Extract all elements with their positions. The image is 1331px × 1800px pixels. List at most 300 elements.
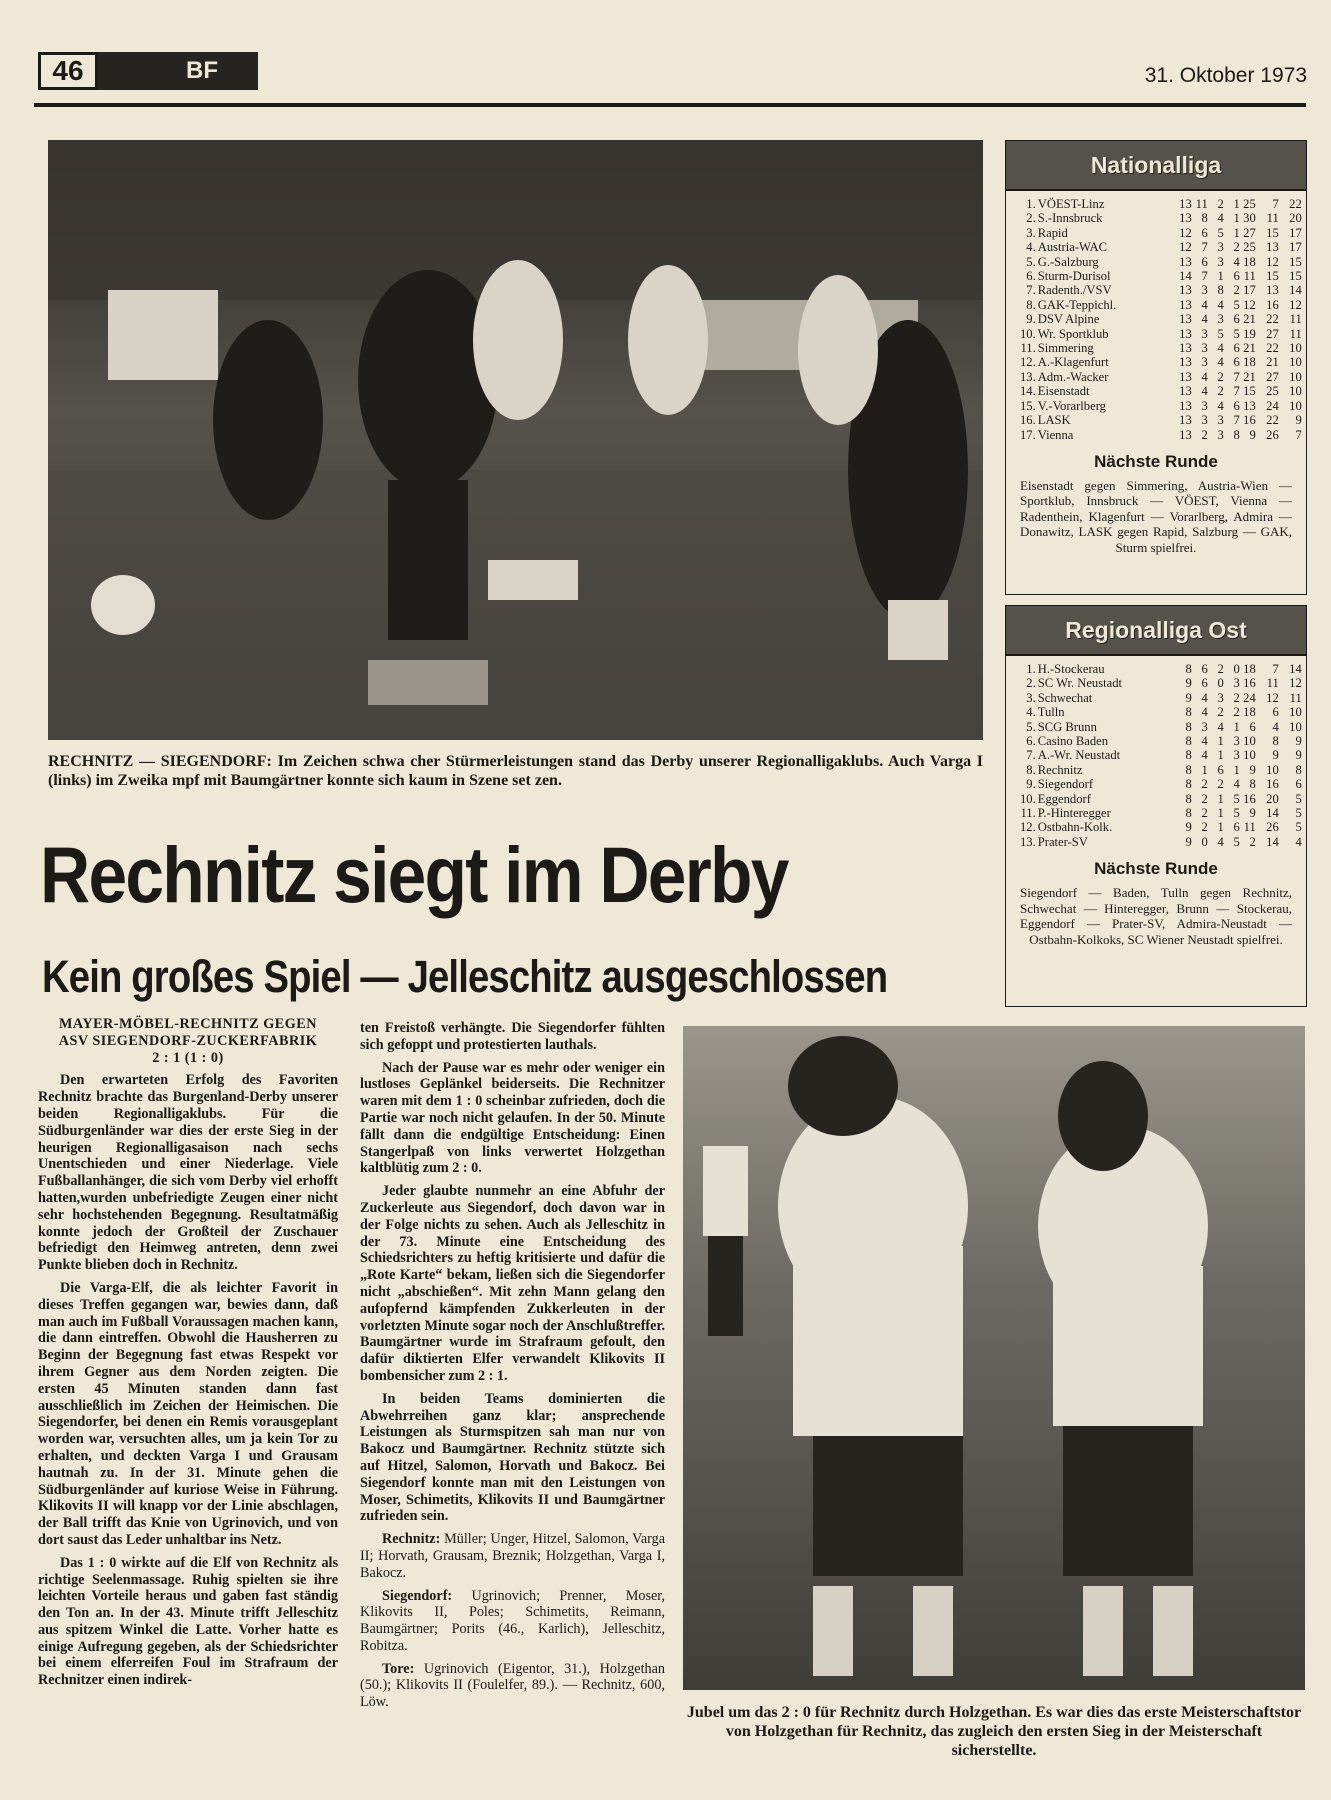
standings-row xyxy=(1020,298,1302,312)
standings-cell: 0 xyxy=(1201,834,1208,849)
nationalliga-next-title: Nächste Runde xyxy=(1094,451,1218,471)
goals-label: Tore: xyxy=(382,1660,415,1677)
regionalliga-standings xyxy=(1005,605,1307,1007)
standings-cell: 13. xyxy=(1020,369,1036,384)
standings-cell: 6 xyxy=(1217,762,1224,777)
standings-cell: 5 xyxy=(1233,791,1240,806)
standings-cell: 13 xyxy=(1179,197,1192,211)
standings-cell: 10 xyxy=(1289,355,1302,370)
standings-cell: 4. xyxy=(1026,705,1036,720)
standings-cell: 9 xyxy=(1249,427,1256,442)
standings-cell: 9 xyxy=(1295,748,1302,763)
standings-cell: 8 xyxy=(1185,762,1192,777)
team-name: Ostbahn-Kolk. xyxy=(1037,820,1113,835)
standings-cell: 21 xyxy=(1243,312,1256,327)
standings-cell: 4 xyxy=(1201,690,1208,705)
standings-cell: 6. xyxy=(1026,734,1036,749)
regionalliga-next-title: Nächste Runde xyxy=(1094,859,1218,879)
standings-cell: 15 xyxy=(1266,225,1279,240)
team-name: Vienna xyxy=(1037,427,1074,442)
team-name: SC Wr. Neustadt xyxy=(1037,676,1123,691)
standings-cell: 8 xyxy=(1185,748,1192,763)
team-name: Siegendorf xyxy=(1037,777,1094,792)
standings-cell: 5 xyxy=(1233,297,1240,312)
lineup-label: Siegendorf: xyxy=(382,1587,453,1604)
standings-cell: 12 xyxy=(1243,297,1256,312)
subheadline: Kein großes Spiel — Jelleschitz ausgeschlossen xyxy=(42,951,888,1002)
standings-cell: 19 xyxy=(1243,326,1256,341)
article-paragraph: Nach der Pause war es mehr oder weniger ein lustloses Geplänkel beiderseits. Die Rechnitzer waren mit dem 1 : 0 scheinbar zufrieden, doch die Partie war noch nicht gelaufen. In der 50. Minute fällt dann die endgültige Entscheidung: Einen Stangerlpaß von links verwertet Holzgethan kaltblütig zum 2 : 0. xyxy=(360,1059,665,1177)
lineup-rechnitz xyxy=(360,1531,665,1581)
standings-cell: 4 xyxy=(1217,719,1224,734)
standings-cell: 2. xyxy=(1026,211,1036,226)
article-paragraph: In beiden Teams dominierten die Abwehrreihen ganz klar; ansprechende Leistungen als Sturmspitzen sah man nur von Bakocz und Baumgärtner. Rechnitz stützte sich auf Hitzel, Salomon, Horvath und Bakocz. Bei Siegendorf konnte man mit den Leistungen von Moser, Schimetits, Klikovits II und Baumgärtner zufrieden sein. xyxy=(360,1390,665,1525)
standings-cell: 4 xyxy=(1217,834,1224,849)
standings-cell: 13 xyxy=(1179,398,1192,413)
standings-cell: 16 xyxy=(1266,777,1279,792)
standings-cell: 10 xyxy=(1289,719,1302,734)
standings-cell: 0 xyxy=(1217,676,1224,691)
standings-cell: 26 xyxy=(1266,820,1279,835)
standings-cell: 22 xyxy=(1266,312,1279,327)
standings-cell: 8 xyxy=(1233,427,1240,442)
standings-cell: 15. xyxy=(1020,398,1036,413)
standings-cell: 13 xyxy=(1266,240,1279,255)
standings-cell: 6 xyxy=(1249,719,1256,734)
standings-cell: 3 xyxy=(1217,427,1224,442)
lineup-siegendorf xyxy=(360,1588,665,1655)
standings-cell: 11 xyxy=(1289,690,1302,705)
standings-cell: 3 xyxy=(1217,254,1224,269)
lineup-label: Rechnitz: xyxy=(382,1531,441,1548)
standings-cell: 21 xyxy=(1266,355,1279,370)
standings-cell: 27 xyxy=(1266,369,1279,384)
standings-cell: 13 xyxy=(1179,283,1192,298)
nationalliga-table xyxy=(1020,197,1302,442)
match-score: 2 : 1 (1 : 0) xyxy=(152,1049,224,1066)
team-name: Simmering xyxy=(1037,341,1094,356)
standings-cell: 4 xyxy=(1217,341,1224,356)
team-name: Casino Baden xyxy=(1037,734,1109,749)
standings-cell: 8 xyxy=(1185,734,1192,749)
standings-cell: 4 xyxy=(1217,211,1224,226)
standings-cell: 8 xyxy=(1185,662,1192,676)
standings-cell: 24 xyxy=(1243,690,1256,705)
standings-cell: 17 xyxy=(1289,240,1302,255)
standings-cell: 6 xyxy=(1233,355,1240,370)
standings-cell: 22 xyxy=(1289,197,1302,211)
standings-row xyxy=(1020,413,1302,427)
standings-cell: 6 xyxy=(1201,676,1208,691)
standings-cell: 1 xyxy=(1233,211,1240,226)
goals-info xyxy=(360,1661,665,1711)
standings-cell: 1 xyxy=(1233,719,1240,734)
team-name: Radenth./VSV xyxy=(1037,283,1112,298)
team-name: DSV Alpine xyxy=(1037,312,1100,327)
standings-cell: 6 xyxy=(1233,398,1240,413)
article-paragraph: Die Varga-Elf, die als leichter Favorit in dieses Treffen gegangen war, bewies dann, daß man auch im Fußball Voraussagen machen kann, die dann eintreffen. Obwohl die Hausherren zu Beginn der Begegnung fast etwas Respekt vor ihrem Gegner aus dem Norden zeigten. Die ersten 45 Minuten standen dann fast ausschließlich im Zeichen der Heimischen. Die Siegendorfer, bei denen ein Remis vorausgeplant worden war, versuchten alles, um ja kein Tor zu erhalten, und deckten Varga I und Grausam hautnah zu. In der 31. Minute gehen die Südburgenländer auf kuriose Weise in Führung. Klikovits II will knapp vor der Linie abschlagen, der Ball trifft das Knie von Ugrinovich, und von dort saust das Leder unhaltbar ins Netz. xyxy=(38,1279,338,1548)
team-name: Adm.-Wacker xyxy=(1037,369,1109,384)
standings-cell: 3 xyxy=(1233,734,1240,749)
standings-cell: 5 xyxy=(1233,806,1240,821)
standings-cell: 13 xyxy=(1179,355,1192,370)
standings-cell: 5 xyxy=(1217,225,1224,240)
standings-cell: 8 xyxy=(1201,211,1208,226)
standings-cell: 12. xyxy=(1020,820,1036,835)
standings-cell: 1. xyxy=(1026,197,1036,211)
standings-cell: 4 xyxy=(1217,297,1224,312)
issue-date: 31. Oktober 1973 xyxy=(1144,64,1307,87)
standings-cell: 13 xyxy=(1179,312,1192,327)
standings-cell: 12. xyxy=(1020,355,1036,370)
standings-cell: 4 xyxy=(1233,254,1240,269)
standings-cell: 14 xyxy=(1289,283,1302,298)
standings-cell: 3 xyxy=(1217,312,1224,327)
standings-cell: 13 xyxy=(1266,283,1279,298)
standings-cell: 2 xyxy=(1217,369,1224,384)
standings-cell: 5 xyxy=(1295,820,1302,835)
article-paragraph: Den erwarteten Erfolg des Favoriten Rechnitz brachte das Burgenland-Derby unserer beiden Regionalligaklubs. Für die Südburgenländer war dies der erste Sieg in der heurigen Regionalligasaison nach sechs Unentschieden und einer Niederlage. Viele Fußballanhänger, die sich vom Derby viel erhofft hatten,wurden unbefriedigte Zeugen einer nicht sehr hochstehenden Begegnung. Resultatmäßig konnte jedoch der Großteil der Zuschauer befriedigt den Heimweg antreten, denn zwei Punkte blieben doch in Rechnitz. xyxy=(38,1072,338,1274)
standings-cell: 1 xyxy=(1217,734,1224,749)
standings-row xyxy=(1020,370,1302,384)
standings-cell: 12 xyxy=(1266,254,1279,269)
match-photo-derby xyxy=(48,140,983,740)
standings-cell: 4 xyxy=(1201,384,1208,399)
standings-cell: 12 xyxy=(1179,240,1192,255)
team-name: H.-Stockerau xyxy=(1037,662,1105,676)
standings-row xyxy=(1020,269,1302,283)
standings-cell: 15 xyxy=(1289,254,1302,269)
standings-cell: 8 xyxy=(1249,777,1256,792)
standings-row xyxy=(1020,792,1302,806)
standings-cell: 10 xyxy=(1289,398,1302,413)
standings-cell: 4 xyxy=(1201,312,1208,327)
standings-row xyxy=(1020,835,1302,849)
standings-cell: 6 xyxy=(1233,341,1240,356)
standings-cell: 2 xyxy=(1233,283,1240,298)
regionalliga-table xyxy=(1020,662,1302,849)
standings-row xyxy=(1020,240,1302,254)
standings-cell: 8. xyxy=(1026,762,1036,777)
team-name: Eisenstadt xyxy=(1037,384,1090,399)
standings-cell: 10. xyxy=(1020,791,1036,806)
standings-cell: 9 xyxy=(1249,762,1256,777)
standings-row xyxy=(1020,777,1302,791)
team-name: Schwechat xyxy=(1037,690,1093,705)
standings-cell: 3 xyxy=(1217,413,1224,428)
standings-cell: 9 xyxy=(1272,748,1279,763)
photo1-caption xyxy=(48,752,983,790)
standings-cell: 10 xyxy=(1266,762,1279,777)
standings-cell: 14. xyxy=(1020,384,1036,399)
standings-cell: 6 xyxy=(1233,312,1240,327)
team-name: P.-Hinteregger xyxy=(1037,806,1111,821)
standings-cell: 1 xyxy=(1217,791,1224,806)
team-name: LASK xyxy=(1037,413,1071,428)
standings-cell: 11 xyxy=(1289,326,1302,341)
standings-cell: 5. xyxy=(1026,719,1036,734)
standings-cell: 9. xyxy=(1026,777,1036,792)
standings-cell: 12 xyxy=(1289,297,1302,312)
standings-cell: 13. xyxy=(1020,834,1036,849)
team-name: Tulln xyxy=(1037,705,1065,720)
standings-cell: 3 xyxy=(1233,676,1240,691)
standings-cell: 8 xyxy=(1185,806,1192,821)
page-number: 46 xyxy=(38,52,98,90)
standings-cell: 2 xyxy=(1249,834,1256,849)
match-line-2: ASV SIEGENDORF-ZUCKERFABRIK xyxy=(58,1032,318,1049)
team-name: V.-Vorarlberg xyxy=(1037,398,1106,413)
standings-cell: 11. xyxy=(1020,806,1036,821)
standings-cell: 13 xyxy=(1179,427,1192,442)
standings-cell: 5 xyxy=(1217,326,1224,341)
team-name: GAK-Teppichl. xyxy=(1037,297,1117,312)
standings-cell: 13 xyxy=(1179,341,1192,356)
lineup-text: Ugrinovich; Prenner, Moser, Klikovits II, Poles; Schimetits, Reimann, Baumgärtner; Porits (46., Karlich), Jelleschitz, Robitza. xyxy=(360,1587,665,1654)
standings-row xyxy=(1020,734,1302,748)
standings-cell: 2 xyxy=(1201,777,1208,792)
team-name: Wr. Sportklub xyxy=(1037,326,1109,341)
standings-cell: 7 xyxy=(1201,240,1208,255)
standings-cell: 4 xyxy=(1201,705,1208,720)
standings-cell: 10 xyxy=(1289,341,1302,356)
standings-cell: 13 xyxy=(1179,254,1192,269)
standings-cell: 4 xyxy=(1233,777,1240,792)
standings-cell: 4 xyxy=(1217,398,1224,413)
standings-cell: 8 xyxy=(1217,283,1224,298)
standings-cell: 25 xyxy=(1266,384,1279,399)
standings-cell: 7 xyxy=(1295,427,1302,442)
standings-cell: 17. xyxy=(1020,427,1036,442)
standings-row xyxy=(1020,283,1302,297)
standings-cell: 7 xyxy=(1201,269,1208,284)
team-name: A.-Klagenfurt xyxy=(1037,355,1109,370)
standings-cell: 6 xyxy=(1201,225,1208,240)
standings-row xyxy=(1020,355,1302,369)
standings-cell: 12 xyxy=(1179,225,1192,240)
standings-cell: 8 xyxy=(1272,734,1279,749)
standings-cell: 2 xyxy=(1217,777,1224,792)
standings-cell: 17 xyxy=(1243,283,1256,298)
standings-cell: 12 xyxy=(1266,690,1279,705)
article-column-2 xyxy=(360,1020,665,1717)
standings-cell: 2 xyxy=(1233,240,1240,255)
lineup-text: Müller; Unger, Hitzel, Salomon, Varga II; Horvath, Grausam, Breznik; Holzgethan, Varga I, Bakocz. xyxy=(360,1531,666,1581)
standings-cell: 18 xyxy=(1243,705,1256,720)
team-name: Austria-WAC xyxy=(1037,240,1108,255)
standings-row xyxy=(1020,720,1302,734)
standings-cell: 2 xyxy=(1217,662,1224,676)
standings-cell: 21 xyxy=(1243,369,1256,384)
standings-cell: 9 xyxy=(1185,676,1192,691)
standings-cell: 10 xyxy=(1289,384,1302,399)
standings-row xyxy=(1020,820,1302,834)
nationalliga-title: Nationalliga xyxy=(1006,141,1306,191)
standings-cell: 6 xyxy=(1233,820,1240,835)
standings-cell: 16 xyxy=(1266,297,1279,312)
standings-cell: 9 xyxy=(1185,690,1192,705)
standings-cell: 14 xyxy=(1266,806,1279,821)
standings-cell: 7 xyxy=(1272,197,1279,211)
standings-row xyxy=(1020,211,1302,225)
standings-cell: 11 xyxy=(1243,820,1256,835)
standings-cell: 13 xyxy=(1179,297,1192,312)
standings-cell: 20 xyxy=(1266,791,1279,806)
standings-cell: 2 xyxy=(1201,820,1208,835)
standings-cell: 13 xyxy=(1179,369,1192,384)
standings-cell: 5 xyxy=(1233,834,1240,849)
standings-cell: 3. xyxy=(1026,690,1036,705)
standings-cell: 9 xyxy=(1295,413,1302,428)
standings-cell: 25 xyxy=(1243,197,1256,211)
headline: Rechnitz siegt im Derby xyxy=(40,830,788,919)
standings-cell: 2 xyxy=(1217,197,1224,211)
article-column-1 xyxy=(38,1016,338,1695)
standings-cell: 15 xyxy=(1266,269,1279,284)
article-paragraph: Jeder glaubte nunmehr an eine Abfuhr der Zuckerleute aus Siegendorf, doch davon war in der Folge nichts zu sehen. Auch als Jelleschitz in der 73. Minute eine Entscheidung des Schiedsrichters zu heftig kritisierte und dafür die „Rote Karte“ bekam, ließen sich die Siegendorfer nicht „abschießen“. Mit zehn Mann gelang den aufopfernd kämpfenden Zukkerleuten in der vorletzten Minute sogar noch der Anschlußtreffer. Baumgärtner wurde im Strafraum gefoult, den dafür diktierten Elfer verwandelt Klikovits II bombensicher zum 2 : 1. xyxy=(360,1183,665,1384)
standings-cell: 10 xyxy=(1289,705,1302,720)
standings-cell: 8 xyxy=(1185,705,1192,720)
goals-text: Ugrinovich (Eigentor, 31.), Holzgethan (50.); Klikovits II (Foulelfer, 89.). — Rechnitz, 600, Löw. xyxy=(360,1660,666,1711)
standings-cell: 3. xyxy=(1026,225,1036,240)
standings-cell: 1 xyxy=(1217,748,1224,763)
standings-cell: 6. xyxy=(1026,269,1036,284)
standings-cell: 1. xyxy=(1026,662,1036,676)
standings-cell: 22 xyxy=(1266,413,1279,428)
standings-cell: 4 xyxy=(1295,834,1302,849)
standings-cell: 8 xyxy=(1185,719,1192,734)
standings-cell: 7 xyxy=(1233,369,1240,384)
standings-cell: 11 xyxy=(1243,269,1256,284)
standings-cell: 7 xyxy=(1272,662,1279,676)
standings-cell: 10 xyxy=(1243,734,1256,749)
standings-cell: 11 xyxy=(1195,197,1208,211)
standings-cell: 17 xyxy=(1289,225,1302,240)
standings-cell: 7. xyxy=(1026,283,1036,298)
team-name: Prater-SV xyxy=(1037,834,1088,849)
standings-row xyxy=(1020,327,1302,341)
team-name: S.-Innsbruck xyxy=(1037,211,1103,226)
standings-cell: 7 xyxy=(1233,413,1240,428)
standings-cell: 3 xyxy=(1201,719,1208,734)
standings-cell: 9 xyxy=(1249,806,1256,821)
standings-cell: 14 xyxy=(1179,269,1192,284)
standings-cell: 5 xyxy=(1295,791,1302,806)
photo1-caption-lead: RECHNITZ — SIEGENDORF: xyxy=(48,753,272,770)
standings-cell: 2 xyxy=(1217,384,1224,399)
standings-row xyxy=(1020,255,1302,269)
standings-cell: 13 xyxy=(1179,384,1192,399)
standings-cell: 12 xyxy=(1289,676,1302,691)
photo2-caption: Jubel um das 2 : 0 für Rechnitz durch Holzgethan. Es war dies das erste Meisterschaftstor von Holzgethan für Rechnitz, das zugleich den ersten Sieg in der Meisterschaft sicherstellte. xyxy=(686,1704,1302,1759)
standings-cell: 2. xyxy=(1026,676,1036,691)
standings-cell: 18 xyxy=(1243,355,1256,370)
standings-cell: 4 xyxy=(1201,297,1208,312)
standings-cell: 3 xyxy=(1201,355,1208,370)
standings-row xyxy=(1020,676,1302,690)
regionalliga-next-fixtures: Siegendorf — Baden, Tulln gegen Rechnitz, Schwechat — Hinteregger, Brunn — Stockerau, Eggendorf — Prater-SV, Admira-Neustadt — Ostbahn-Kolkoks, SC Wiener Neustadt spielfrei. xyxy=(1020,885,1292,947)
standings-row xyxy=(1020,662,1302,676)
standings-cell: 14 xyxy=(1289,662,1302,676)
standings-cell: 10 xyxy=(1289,369,1302,384)
standings-cell: 4 xyxy=(1201,734,1208,749)
standings-cell: 5. xyxy=(1026,254,1036,269)
standings-cell: 16 xyxy=(1243,676,1256,691)
standings-row xyxy=(1020,748,1302,762)
standings-cell: 2 xyxy=(1201,806,1208,821)
team-name: Eggendorf xyxy=(1037,791,1091,806)
standings-cell: 2 xyxy=(1201,427,1208,442)
standings-cell: 20 xyxy=(1289,211,1302,226)
standings-cell: 16. xyxy=(1020,413,1036,428)
nationalliga-standings xyxy=(1005,140,1307,595)
standings-cell: 11. xyxy=(1020,341,1036,356)
standings-row xyxy=(1020,384,1302,398)
standings-cell: 6 xyxy=(1233,269,1240,284)
standings-cell: 1 xyxy=(1233,762,1240,777)
standings-cell: 25 xyxy=(1243,240,1256,255)
match-photo-celebration xyxy=(683,1026,1305,1690)
standings-cell: 3 xyxy=(1201,398,1208,413)
team-name: Rechnitz xyxy=(1037,762,1083,777)
standings-cell: 4 xyxy=(1217,355,1224,370)
standings-row xyxy=(1020,428,1302,442)
standings-cell: 11 xyxy=(1266,676,1279,691)
standings-cell: 9 xyxy=(1185,834,1192,849)
standings-cell: 11 xyxy=(1289,312,1302,327)
standings-cell: 1 xyxy=(1217,806,1224,821)
standings-cell: 13 xyxy=(1179,326,1192,341)
standings-row xyxy=(1020,312,1302,326)
standings-cell: 5 xyxy=(1233,326,1240,341)
standings-cell: 3 xyxy=(1217,690,1224,705)
standings-cell: 3 xyxy=(1201,283,1208,298)
team-name: Rapid xyxy=(1037,225,1068,240)
article-paragraph: Das 1 : 0 wirkte auf die Elf von Rechnitz als richtige Seelenmassage. Ruhig spielten sie ihre leichten Vorteile heraus und gaben fast ständig den Ton an. In der 43. Minute trifft Jelleschitz aus spitzem Winkel die Latte. Vorher hatte es einige Aufregung gegeben, als der Schiedsrichter bei einem elferreifen Foul im Strafraum der Rechnitzer einen indirek- xyxy=(38,1554,338,1689)
standings-cell: 2 xyxy=(1233,690,1240,705)
standings-cell: 9 xyxy=(1295,734,1302,749)
standings-cell: 3 xyxy=(1201,413,1208,428)
team-name: A.-Wr. Neustadt xyxy=(1037,748,1121,763)
standings-cell: 26 xyxy=(1266,427,1279,442)
standings-cell: 3 xyxy=(1217,240,1224,255)
header-rule xyxy=(34,103,1306,107)
standings-cell: 10 xyxy=(1243,748,1256,763)
standings-cell: 4 xyxy=(1201,748,1208,763)
standings-cell: 6 xyxy=(1272,705,1279,720)
standings-row xyxy=(1020,226,1302,240)
standings-cell: 2 xyxy=(1217,705,1224,720)
standings-cell: 10. xyxy=(1020,326,1036,341)
standings-cell: 9 xyxy=(1185,820,1192,835)
standings-cell: 15 xyxy=(1243,384,1256,399)
standings-cell: 13 xyxy=(1243,398,1256,413)
standings-cell: 8. xyxy=(1026,297,1036,312)
team-name: G.-Salzburg xyxy=(1037,254,1099,269)
standings-cell: 4 xyxy=(1272,719,1279,734)
standings-cell: 7. xyxy=(1026,748,1036,763)
standings-cell: 0 xyxy=(1233,662,1240,676)
standings-cell: 27 xyxy=(1266,326,1279,341)
standings-cell: 14 xyxy=(1266,834,1279,849)
standings-cell: 8 xyxy=(1185,791,1192,806)
standings-cell: 6 xyxy=(1201,662,1208,676)
article-paragraph: ten Freistoß verhängte. Die Siegendorfer fühlten sich gefoppt und protestierten lauthals. xyxy=(360,1020,665,1053)
standings-cell: 9. xyxy=(1026,312,1036,327)
standings-row xyxy=(1020,341,1302,355)
standings-cell: 4 xyxy=(1201,369,1208,384)
standings-row xyxy=(1020,806,1302,820)
